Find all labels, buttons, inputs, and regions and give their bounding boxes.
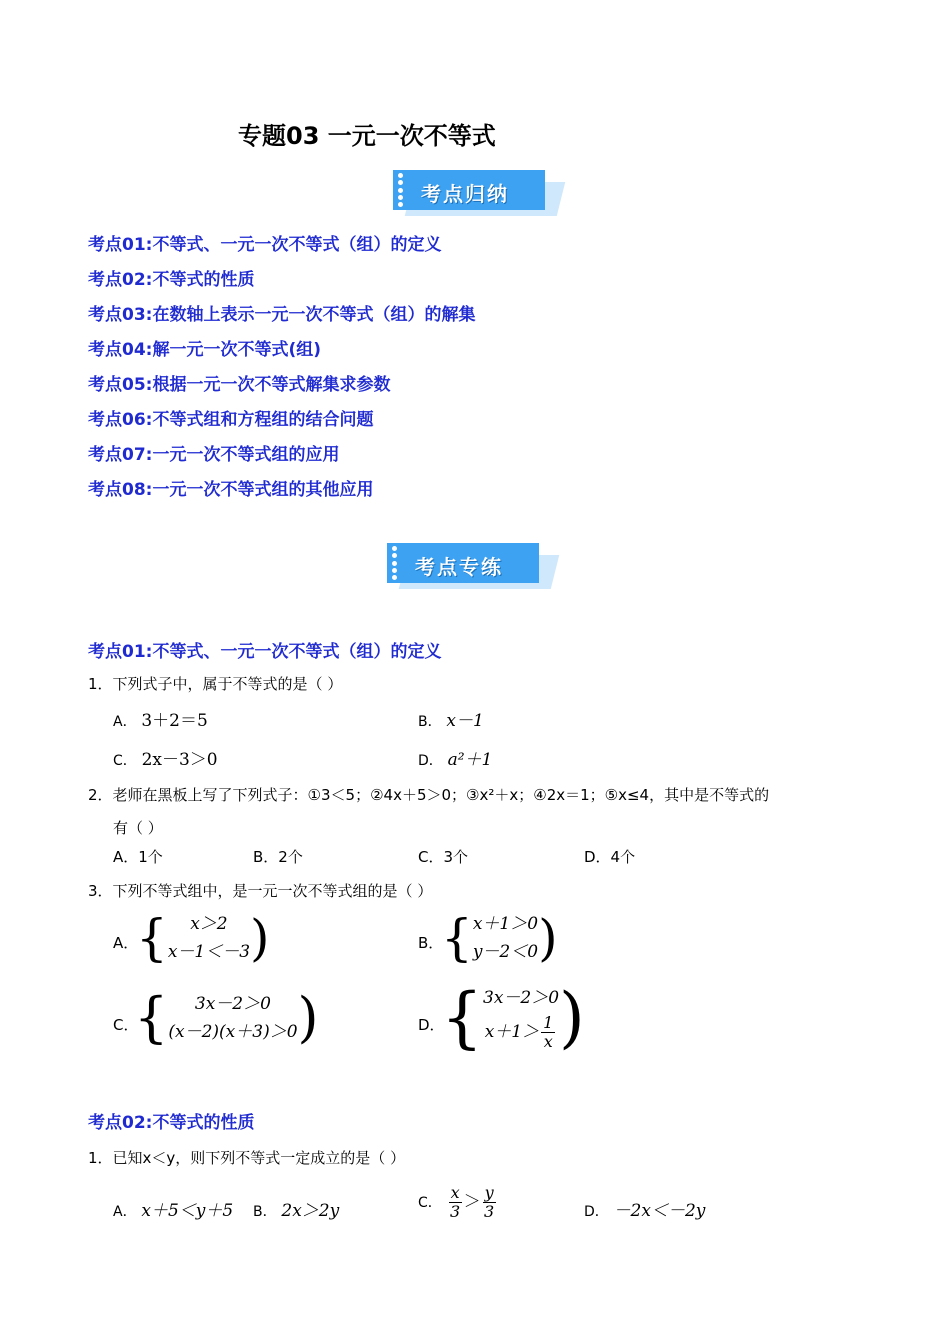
- option-c-label: C．: [113, 1016, 139, 1034]
- option-a[interactable]: A． 3＋2＝5: [113, 711, 208, 731]
- option-a[interactable]: A．1个: [113, 848, 163, 866]
- option-b[interactable]: B． 2x＞2y: [253, 1201, 340, 1221]
- option-c[interactable]: C． $\frac{x}{3}$ ＞ $\frac{y}{3}$: [418, 1183, 495, 1221]
- option-d[interactable]: D． －2x＜－2y: [584, 1201, 706, 1221]
- topic-link-04[interactable]: 考点04:解一元一次不等式(组): [88, 340, 321, 360]
- option-d[interactable]: { 3x－2＞0 x＋1＞ $\frac{1}{x}$ ): [441, 979, 585, 1056]
- topic-link-07[interactable]: 考点07:一元一次不等式组的应用: [88, 445, 340, 465]
- option-d[interactable]: D． a²＋1: [418, 750, 493, 770]
- banner-practice: [387, 543, 557, 589]
- topic-link-03[interactable]: 考点03:在数轴上表示一元一次不等式（组）的解集: [88, 305, 476, 325]
- question-stem: 1．下列式子中，属于不等式的是（ ）: [88, 675, 343, 693]
- option-c[interactable]: { 3x－2＞0 (x－2)(x＋3)＞0 ): [134, 986, 319, 1049]
- page-title: 专题03 一元一次不等式: [238, 122, 496, 150]
- banner-dots-icon: [392, 546, 398, 580]
- topic-link-08[interactable]: 考点08:一元一次不等式组的其他应用: [88, 480, 374, 500]
- option-c[interactable]: C．3个: [418, 848, 469, 866]
- topic-link-01[interactable]: 考点01:不等式、一元一次不等式（组）的定义: [88, 235, 442, 255]
- option-a[interactable]: { x＞2 x－1＜－3 ): [136, 909, 270, 967]
- option-a[interactable]: A． x＋5＜y＋5: [113, 1201, 234, 1221]
- section-heading-02: 考点02:不等式的性质: [88, 1113, 255, 1133]
- option-a-label: A．: [113, 934, 139, 952]
- banner-dots-icon: [398, 173, 404, 207]
- option-c[interactable]: C． 2x－3＞0: [113, 750, 218, 770]
- option-b[interactable]: B． x－1: [418, 711, 484, 731]
- question-stem: 3．下列不等式组中，是一元一次不等式组的是（ ）: [88, 882, 433, 900]
- topic-link-02[interactable]: 考点02:不等式的性质: [88, 270, 255, 290]
- topic-link-05[interactable]: 考点05:根据一元一次不等式解集求参数: [88, 375, 391, 395]
- banner-summary: [393, 170, 563, 216]
- option-b[interactable]: B．2个: [253, 848, 303, 866]
- topic-link-06[interactable]: 考点06:不等式组和方程组的结合问题: [88, 410, 374, 430]
- option-d-label: D．: [418, 1016, 445, 1034]
- section-heading-01: 考点01:不等式、一元一次不等式（组）的定义: [88, 642, 442, 662]
- banner-practice-label: 考点专练: [415, 555, 503, 579]
- option-d[interactable]: D．4个: [584, 848, 636, 866]
- question-stem-continued: 有（ ）: [113, 819, 163, 837]
- option-b-label: B．: [418, 934, 444, 952]
- question-stem: 2．老师在黑板上写了下列式子：①3＜5；②4x＋5＞0；③x²＋x；④2x＝1；⑤x≤4，其中是不等式的: [88, 786, 770, 804]
- banner-summary-label: 考点归纳: [421, 182, 509, 206]
- option-b[interactable]: { x＋1＞0 y－2＜0 ): [441, 909, 558, 967]
- question-stem: 1．已知x＜y，则下列不等式一定成立的是（ ）: [88, 1149, 406, 1167]
